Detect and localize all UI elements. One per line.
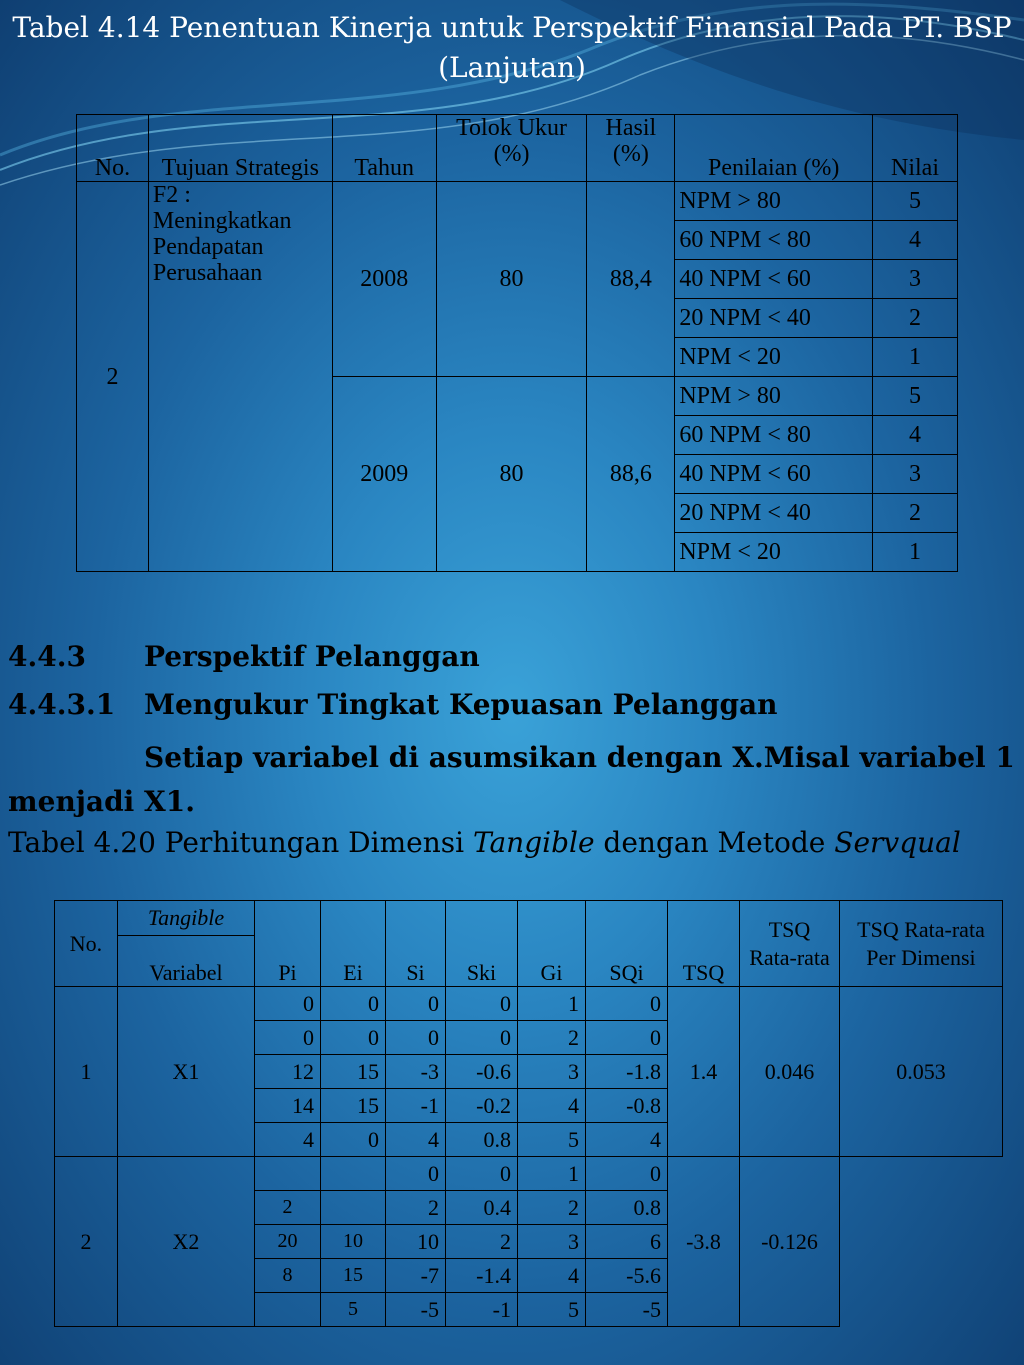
header-no: No. — [77, 115, 149, 182]
cell-hasil: 88,6 — [587, 377, 675, 572]
cell-ski: 0 — [446, 1157, 518, 1191]
cell-tahun: 2009 — [332, 377, 436, 572]
cell-nilai: 2 — [873, 494, 958, 533]
cell-ei: 0 — [321, 987, 386, 1021]
cell-sqi: 0.8 — [586, 1191, 668, 1225]
caption-text: dengan Metode — [594, 826, 835, 859]
cell-nilai: 1 — [873, 338, 958, 377]
cell-nilai: 5 — [873, 377, 958, 416]
cell-variabel: X2 — [118, 1157, 255, 1327]
cell-nilai: 4 — [873, 221, 958, 260]
header-sqi: SQi — [586, 901, 668, 987]
cell-pi — [255, 1157, 321, 1191]
cell-sqi: -5 — [586, 1293, 668, 1327]
cell-ei — [321, 1157, 386, 1191]
cell-ei: 15 — [321, 1055, 386, 1089]
cell-penilaian: 60 NPM < 80 — [675, 221, 873, 260]
section-title: Perspektif Pelanggan — [144, 640, 480, 673]
header-pi: Pi — [255, 901, 321, 987]
header-tujuan: Tujuan Strategis — [148, 115, 332, 182]
cell-si: -1 — [386, 1089, 446, 1123]
empty-cell — [840, 1157, 1003, 1327]
table-header-row — [77, 115, 958, 182]
cell-si: -7 — [386, 1259, 446, 1293]
table-caption — [8, 826, 961, 859]
cell-sqi: 0 — [586, 987, 668, 1021]
cell-no: 1 — [55, 987, 118, 1157]
page-title: Tabel 4.14 Penentuan Kinerja untuk Perspektif Finansial Pada PT. BSP (Lanjutan) — [12, 11, 1012, 84]
cell-gi: 3 — [518, 1225, 586, 1259]
caption-italic: Servqual — [834, 826, 961, 859]
cell-ei: 10 — [321, 1225, 386, 1259]
cell-penilaian: 40 NPM < 60 — [675, 260, 873, 299]
header-hasil: Hasil (%) — [587, 115, 675, 182]
cell-tolok: 80 — [436, 182, 587, 377]
cell-tsq: 1.4 — [668, 987, 740, 1157]
cell-ei: 15 — [321, 1259, 386, 1293]
cell-ski: -0.6 — [446, 1055, 518, 1089]
cell-si: 0 — [386, 1157, 446, 1191]
paragraph-text: Setiap variabel di asumsikan dengan X.Misal variabel 1 menjadi X1. — [8, 741, 1015, 818]
cell-penilaian: 20 NPM < 40 — [675, 494, 873, 533]
cell-hasil: 88,4 — [587, 182, 675, 377]
cell-sqi: -1.8 — [586, 1055, 668, 1089]
cell-penilaian: NPM < 20 — [675, 533, 873, 572]
cell-pi: 0 — [255, 987, 321, 1021]
header-si: Si — [386, 901, 446, 987]
cell-penilaian: 20 NPM < 40 — [675, 299, 873, 338]
cell-pi: 12 — [255, 1055, 321, 1089]
section-heading-2 — [8, 688, 778, 721]
cell-ei: 0 — [321, 1021, 386, 1055]
header-tangible: Tangible — [118, 901, 255, 936]
cell-no: 2 — [55, 1157, 118, 1327]
cell-pi: 14 — [255, 1089, 321, 1123]
header-nilai: Nilai — [873, 115, 958, 182]
header-tahun: Tahun — [332, 115, 436, 182]
header-tolok: Tolok Ukur (%) — [436, 115, 587, 182]
cell-ski: 0.8 — [446, 1123, 518, 1157]
kinerja-table — [76, 114, 958, 572]
cell-si: 2 — [386, 1191, 446, 1225]
table-row — [55, 987, 1003, 1021]
cell-gi: 4 — [518, 1259, 586, 1293]
header-tsq-dimensi: TSQ Rata-rata Per Dimensi — [840, 901, 1003, 987]
cell-sqi: 4 — [586, 1123, 668, 1157]
cell-nilai: 4 — [873, 416, 958, 455]
section-number: 4.4.3.1 — [8, 688, 116, 721]
cell-nilai: 1 — [873, 533, 958, 572]
cell-ei: 15 — [321, 1089, 386, 1123]
cell-tsq: -3.8 — [668, 1157, 740, 1327]
header-variabel: Variabel — [118, 936, 255, 987]
section-number: 4.4.3 — [8, 640, 86, 673]
cell-nilai: 3 — [873, 455, 958, 494]
table-row — [55, 1157, 1003, 1191]
cell-gi: 1 — [518, 987, 586, 1021]
servqual-table — [54, 900, 1003, 1327]
cell-no: 2 — [77, 182, 149, 572]
cell-penilaian: NPM < 20 — [675, 338, 873, 377]
cell-penilaian: 40 NPM < 60 — [675, 455, 873, 494]
cell-ski: -1 — [446, 1293, 518, 1327]
cell-ski: 0 — [446, 1021, 518, 1055]
cell-tujuan: F2 : Meningkatkan Pendapatan Perusahaan — [148, 182, 332, 572]
cell-penilaian: NPM > 80 — [675, 182, 873, 221]
cell-pi: 4 — [255, 1123, 321, 1157]
header-ski: Ski — [446, 901, 518, 987]
cell-si: 0 — [386, 987, 446, 1021]
caption-text: Tabel 4.20 Perhitungan Dimensi — [8, 826, 473, 859]
cell-sqi: -0.8 — [586, 1089, 668, 1123]
header-gi: Gi — [518, 901, 586, 987]
cell-pi: 2 — [255, 1191, 321, 1225]
cell-tsq-rata: 0.046 — [740, 987, 840, 1157]
cell-ski: 0.4 — [446, 1191, 518, 1225]
cell-ei: 5 — [321, 1293, 386, 1327]
cell-variabel: X1 — [118, 987, 255, 1157]
cell-tolok: 80 — [436, 377, 587, 572]
cell-pi — [255, 1293, 321, 1327]
cell-tsq-dimensi: 0.053 — [840, 987, 1003, 1157]
cell-ski: 0 — [446, 987, 518, 1021]
header-ei: Ei — [321, 901, 386, 987]
cell-ski: -0.2 — [446, 1089, 518, 1123]
cell-gi: 3 — [518, 1055, 586, 1089]
header-penilaian: Penilaian (%) — [675, 115, 873, 182]
cell-pi: 20 — [255, 1225, 321, 1259]
cell-tahun: 2008 — [332, 182, 436, 377]
cell-si: 0 — [386, 1021, 446, 1055]
cell-gi: 1 — [518, 1157, 586, 1191]
cell-nilai: 2 — [873, 299, 958, 338]
cell-sqi: -5.6 — [586, 1259, 668, 1293]
header-tsq: TSQ — [668, 901, 740, 987]
table-row — [77, 182, 958, 221]
cell-tsq-rata: -0.126 — [740, 1157, 840, 1327]
table-header-row — [55, 901, 1003, 936]
cell-gi: 4 — [518, 1089, 586, 1123]
cell-nilai: 3 — [873, 260, 958, 299]
cell-gi: 2 — [518, 1191, 586, 1225]
cell-ski: 2 — [446, 1225, 518, 1259]
cell-gi: 5 — [518, 1293, 586, 1327]
cell-gi: 2 — [518, 1021, 586, 1055]
cell-penilaian: 60 NPM < 80 — [675, 416, 873, 455]
header-no: No. — [55, 901, 118, 987]
paragraph — [8, 736, 1018, 824]
section-title: Mengukur Tingkat Kepuasan Pelanggan — [144, 688, 778, 721]
cell-si: 4 — [386, 1123, 446, 1157]
section-heading-1 — [8, 640, 480, 673]
cell-sqi: 0 — [586, 1021, 668, 1055]
caption-italic: Tangible — [472, 826, 595, 859]
cell-gi: 5 — [518, 1123, 586, 1157]
cell-ski: -1.4 — [446, 1259, 518, 1293]
header-tsq-rata: TSQ Rata-rata — [740, 901, 840, 987]
cell-penilaian: NPM > 80 — [675, 377, 873, 416]
cell-sqi: 6 — [586, 1225, 668, 1259]
cell-nilai: 5 — [873, 182, 958, 221]
cell-ei: 0 — [321, 1123, 386, 1157]
cell-si: 10 — [386, 1225, 446, 1259]
cell-si: -5 — [386, 1293, 446, 1327]
cell-si: -3 — [386, 1055, 446, 1089]
cell-sqi: 0 — [586, 1157, 668, 1191]
cell-pi: 8 — [255, 1259, 321, 1293]
cell-ei — [321, 1191, 386, 1225]
cell-pi: 0 — [255, 1021, 321, 1055]
